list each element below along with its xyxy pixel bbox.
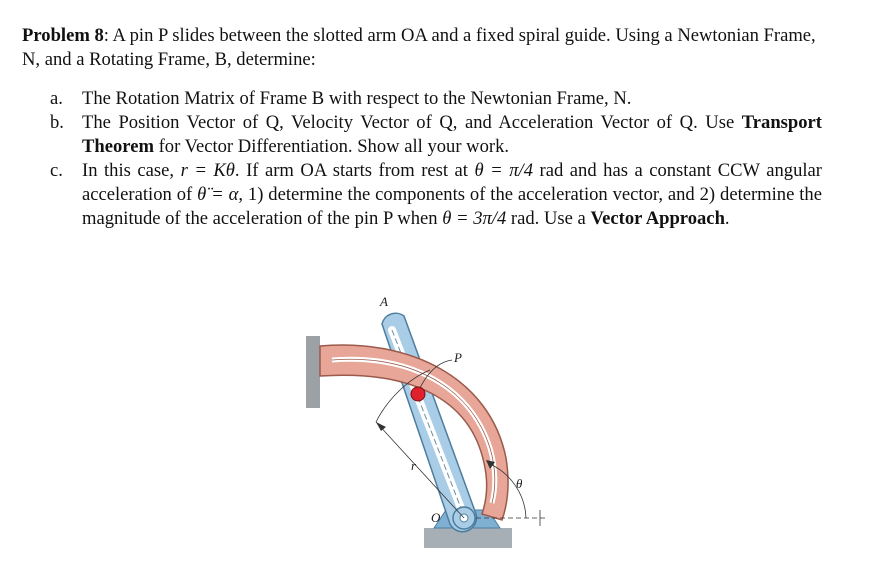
problem-intro-text: : A pin P slides between the slotted arm OA and a fixed spiral guide. Using a Newtonian Frame, N, and a Rotating Frame, B, determine: — [22, 25, 816, 70]
item-c-text-6: . — [724, 208, 730, 229]
item-c-text-2: . If arm OA starts from rest at — [234, 160, 475, 181]
item-c-eq-1: r = Kθ — [180, 160, 235, 181]
r-arrowhead — [376, 422, 386, 431]
item-c-eq-2: θ = π/4 — [474, 160, 533, 181]
spiral-guide — [320, 345, 508, 520]
item-b-marker: b. — [50, 112, 64, 133]
item-b-bold: Transport Theorem — [82, 112, 822, 157]
item-c — [22, 159, 822, 231]
item-a — [22, 87, 822, 111]
item-a-text: The Rotation Matrix of Frame B with respect to the Newtonian Frame, N. — [82, 88, 632, 109]
item-c-eq-4: θ = 3π/4 — [442, 208, 507, 229]
wall — [306, 336, 320, 408]
problem-statement — [22, 24, 822, 231]
label-theta: θ — [516, 476, 523, 491]
label-o: O — [431, 510, 441, 525]
problem-items — [22, 87, 822, 231]
item-c-text-3: rad and has a constant CCW angular acceleration of — [82, 160, 822, 205]
item-c-eq-3: θ̈ = α — [197, 184, 239, 205]
problem-intro — [22, 24, 822, 72]
label-a: A — [380, 294, 388, 309]
item-c-text-1: In this case, — [82, 160, 181, 181]
item-b-text-1: The Position Vector of Q, Velocity Vector of Q, and Acceleration Vector of Q. Use — [82, 112, 735, 133]
item-c-marker: c. — [50, 160, 63, 181]
item-b-text-2: for Vector Differentiation. Show all your work. — [153, 136, 510, 157]
slotted-arm — [382, 313, 476, 531]
mechanism-figure — [300, 288, 560, 558]
pin-p — [411, 387, 425, 401]
item-a-marker: a. — [50, 88, 63, 109]
problem-number: Problem 8 — [22, 25, 104, 46]
label-r: r — [411, 458, 417, 473]
mechanism-drawing — [300, 288, 560, 558]
label-p: P — [454, 350, 462, 365]
item-b — [22, 111, 822, 159]
item-c-bold: Vector Approach — [590, 208, 725, 229]
item-c-text-4: , 1) determine the components of the acceleration vector, and 2) determine the magnitude of the acceleration of the pin P when — [82, 184, 822, 229]
item-c-text-5: rad. Use a — [506, 208, 591, 229]
